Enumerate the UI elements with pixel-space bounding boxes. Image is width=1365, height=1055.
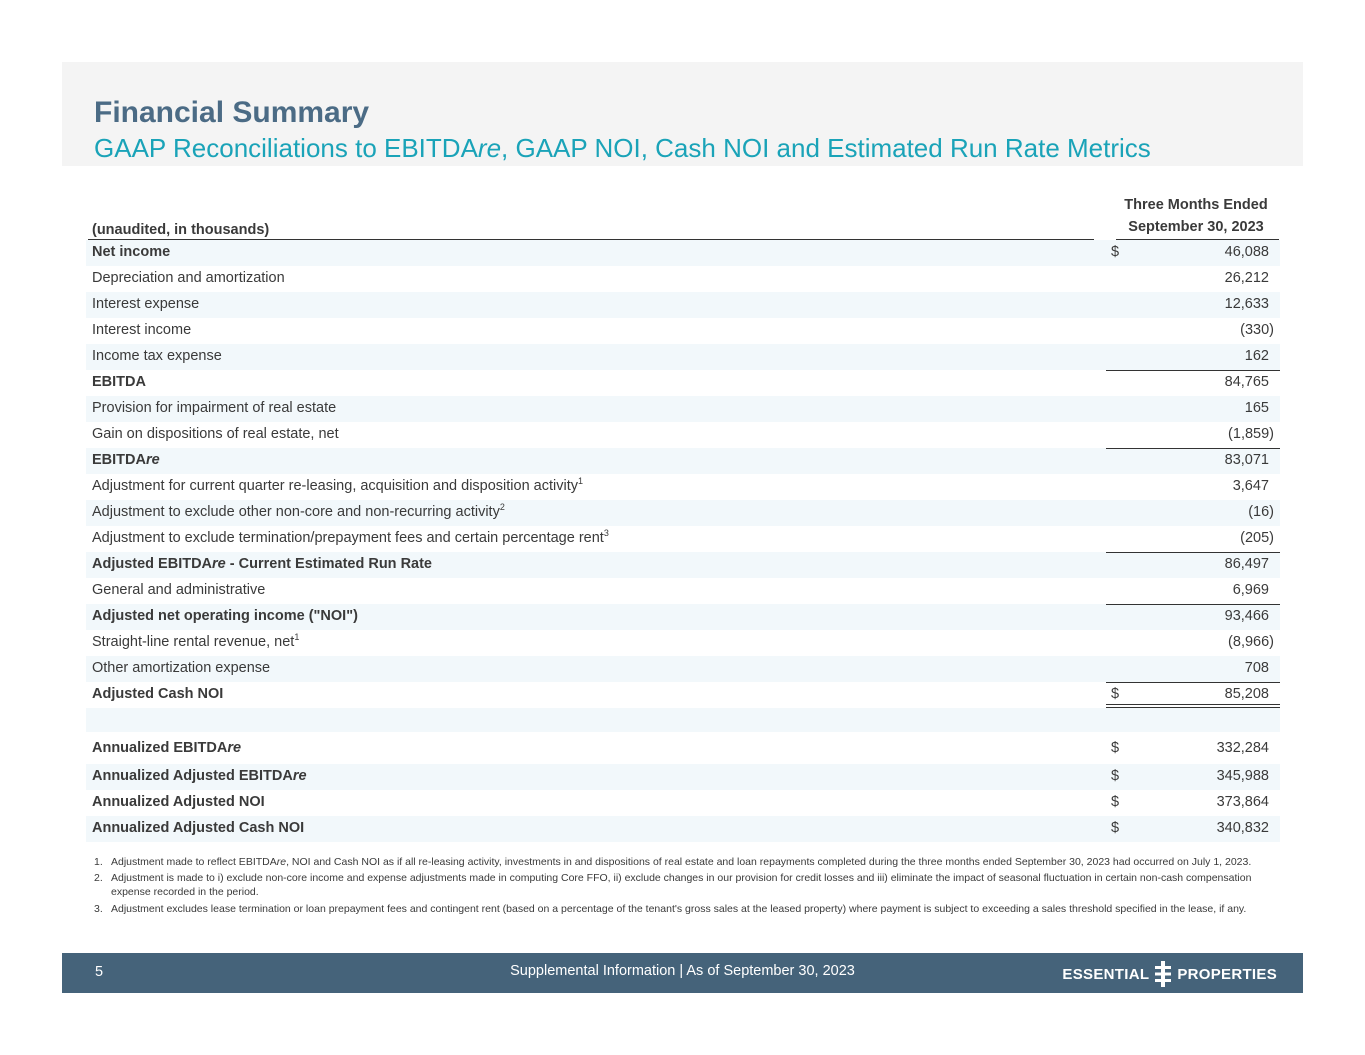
footnote-text-rest: , NOI and Cash NOI as if all re-leasing activity, investments in and dispositions of real estate and loan repayments completed during the three months ended September 30, 2023 had occurred on July 1, 2023.	[286, 856, 1252, 868]
row-value: 340,832	[1216, 820, 1269, 836]
row-value: (205)	[1240, 530, 1274, 546]
row-label-text: EBITDA	[92, 374, 146, 390]
footnote-number: 3.	[94, 902, 103, 915]
table-row	[86, 764, 1280, 790]
row-label	[92, 634, 299, 650]
footnote-text: Adjustment is made to i) exclude non-core income and expense adjustments made in computing Core FFO, ii) exclude changes in our provision for credit losses and iii) eliminate the impact of seasonal fluctuation in certain non-cash compensation expense recorded in the period.	[111, 872, 1252, 899]
subtitle-text: GAAP Reconciliations to EBITDA	[94, 133, 478, 163]
footer-text: Supplemental Information | As of September 30, 2023	[510, 963, 855, 979]
column-header-line2: September 30, 2023	[1128, 219, 1264, 235]
slide	[62, 62, 1303, 993]
row-label-text: Adjustment for current quarter re-leasing, acquisition and disposition activity	[92, 478, 578, 494]
row-label	[92, 296, 199, 312]
footer-bar	[62, 953, 1303, 993]
row-label	[92, 504, 505, 520]
row-value: (16)	[1248, 504, 1274, 520]
row-label	[92, 608, 358, 624]
logo-mark-icon	[1155, 961, 1171, 987]
table-row	[86, 656, 1280, 682]
column-header	[1106, 194, 1286, 238]
table-row	[86, 474, 1280, 500]
currency-symbol: $	[1111, 686, 1120, 702]
table-row	[86, 682, 1280, 708]
row-label-text: Adjusted Cash NOI	[92, 686, 224, 702]
company-logo	[1062, 961, 1277, 987]
table-row	[86, 630, 1280, 656]
row-label-text: Depreciation and amortization	[92, 270, 285, 286]
row-label	[92, 478, 583, 494]
row-label	[92, 426, 339, 442]
row-label-text: Interest expense	[92, 296, 200, 312]
row-label	[92, 740, 241, 756]
currency-symbol: $	[1111, 244, 1120, 260]
row-label-italic: re	[145, 452, 160, 468]
table-row	[86, 240, 1280, 266]
subtotal-rule	[1106, 604, 1280, 605]
subtitle-text-rest: , GAAP NOI, Cash NOI and Estimated Run Rate Metrics	[501, 133, 1151, 163]
row-label	[92, 348, 222, 364]
footnote	[94, 902, 1274, 916]
row-value: 162	[1244, 348, 1269, 364]
row-value: 12,633	[1224, 296, 1269, 312]
row-label-italic: re	[212, 556, 226, 572]
currency-symbol: $	[1111, 820, 1120, 836]
row-label-text: Gain on dispositions of real estate, net	[92, 426, 339, 442]
row-value: 26,212	[1224, 270, 1269, 286]
table-row	[86, 448, 1280, 474]
footnote-ref: 3	[603, 528, 609, 538]
row-label-text: Adjustment to exclude termination/prepayment fees and certain percentage rent	[92, 530, 604, 546]
footnote-ref: 2	[499, 502, 505, 512]
reconciliation-table	[86, 192, 1280, 842]
table-header	[86, 192, 1280, 240]
footnote	[94, 871, 1274, 899]
page-number: 5	[95, 964, 104, 980]
row-value: 165	[1244, 400, 1269, 416]
page-title: Financial Summary	[94, 96, 370, 129]
row-value: (8,966)	[1228, 634, 1274, 650]
footnote-ref: 1	[294, 632, 300, 642]
table-row	[86, 370, 1280, 396]
subtotal-rule	[1106, 370, 1280, 371]
row-label	[92, 556, 432, 572]
row-value: 373,864	[1216, 794, 1269, 810]
row-label-text: Straight-line rental revenue, net	[92, 634, 295, 650]
row-label-text: Annualized Adjusted EBITDA	[92, 768, 293, 784]
table-row	[86, 578, 1280, 604]
table-row	[86, 292, 1280, 318]
row-value: 46,088	[1224, 244, 1269, 260]
row-label-text: Annualized EBITDA	[92, 740, 228, 756]
row-label	[92, 686, 223, 702]
table-row	[86, 816, 1280, 842]
logo-word-left: ESSENTIAL	[1062, 965, 1150, 983]
row-label-italic: re	[292, 768, 307, 784]
row-label-text: Adjustment to exclude other non-core and non-recurring activity	[92, 504, 500, 520]
header-band	[62, 62, 1303, 166]
row-value: 345,988	[1216, 768, 1269, 784]
row-value: (330)	[1240, 322, 1274, 338]
row-value: 93,466	[1224, 608, 1269, 624]
table-row	[86, 604, 1280, 630]
footnote-italic: re	[276, 856, 287, 868]
subtotal-rule	[1106, 552, 1280, 553]
footnote-number: 2.	[94, 872, 103, 885]
row-value: 84,765	[1224, 374, 1269, 390]
table-row	[86, 790, 1280, 816]
footnote-text: Adjustment excludes lease termination or loan prepayment fees and contingent rent (based on a percentage of the tenant's gross sales at the leased property) where payment is subject to exceeding a sales threshold specified in the lease, if any.	[111, 902, 1247, 915]
row-label-text: Income tax expense	[92, 348, 222, 364]
row-value: 6,969	[1232, 582, 1269, 598]
row-label-text: Annualized Adjusted NOI	[92, 794, 265, 810]
footnote-number: 1.	[94, 856, 103, 868]
row-label	[92, 794, 265, 810]
table-row	[86, 344, 1280, 370]
row-label	[92, 582, 265, 598]
row-label	[92, 530, 609, 546]
row-label	[92, 322, 191, 338]
table-row	[86, 396, 1280, 422]
subtitle-italic: re	[477, 133, 502, 163]
row-label-text: Interest income	[92, 322, 192, 338]
footnote-text: Adjustment made to reflect EBITDA	[111, 856, 277, 868]
row-label	[92, 768, 307, 784]
row-label-text: Other amortization expense	[92, 660, 271, 676]
currency-symbol: $	[1111, 740, 1120, 756]
row-label-text: Adjusted net operating income ("NOI")	[92, 608, 358, 624]
table-row	[86, 500, 1280, 526]
table-row	[86, 708, 1280, 732]
row-value: 85,208	[1224, 686, 1269, 702]
table-row	[86, 736, 1280, 764]
row-label	[92, 374, 146, 390]
row-value: 708	[1244, 660, 1269, 676]
table-row	[86, 266, 1280, 292]
units-label: (unaudited, in thousands)	[92, 222, 270, 238]
row-label-italic: re	[227, 740, 242, 756]
row-label-text: Adjusted EBITDA	[92, 556, 213, 572]
row-label-text-rest: - Current Estimated Run Rate	[225, 556, 432, 572]
table-row	[86, 318, 1280, 344]
row-label-text: Net income	[92, 244, 171, 260]
row-value: 332,284	[1216, 740, 1269, 756]
table-row	[86, 526, 1280, 552]
row-label	[92, 820, 304, 836]
currency-symbol: $	[1111, 768, 1120, 784]
row-label	[92, 244, 170, 260]
footnote	[94, 855, 1274, 869]
row-label	[92, 400, 336, 416]
column-header-line1: Three Months Ended	[1124, 197, 1268, 213]
footnote-ref: 1	[578, 476, 584, 486]
row-value: 3,647	[1232, 478, 1269, 494]
currency-symbol: $	[1111, 794, 1120, 810]
table-row	[86, 422, 1280, 448]
table-row	[86, 552, 1280, 578]
subtotal-rule	[1106, 682, 1280, 683]
page-subtitle	[94, 133, 1151, 164]
row-label-text: Annualized Adjusted Cash NOI	[92, 820, 305, 836]
row-value: 83,071	[1224, 452, 1269, 468]
subtotal-rule	[1106, 448, 1280, 449]
row-value: (1,859)	[1228, 426, 1274, 442]
row-label	[92, 452, 160, 468]
logo-word-right: PROPERTIES	[1177, 965, 1277, 983]
row-label-text: EBITDA	[92, 452, 146, 468]
row-label-text: Provision for impairment of real estate	[92, 400, 337, 416]
row-label	[92, 270, 285, 286]
table-body	[86, 240, 1280, 842]
row-label-text: General and administrative	[92, 582, 266, 598]
row-label	[92, 660, 270, 676]
row-value: 86,497	[1224, 556, 1269, 572]
footnotes	[94, 855, 1274, 918]
